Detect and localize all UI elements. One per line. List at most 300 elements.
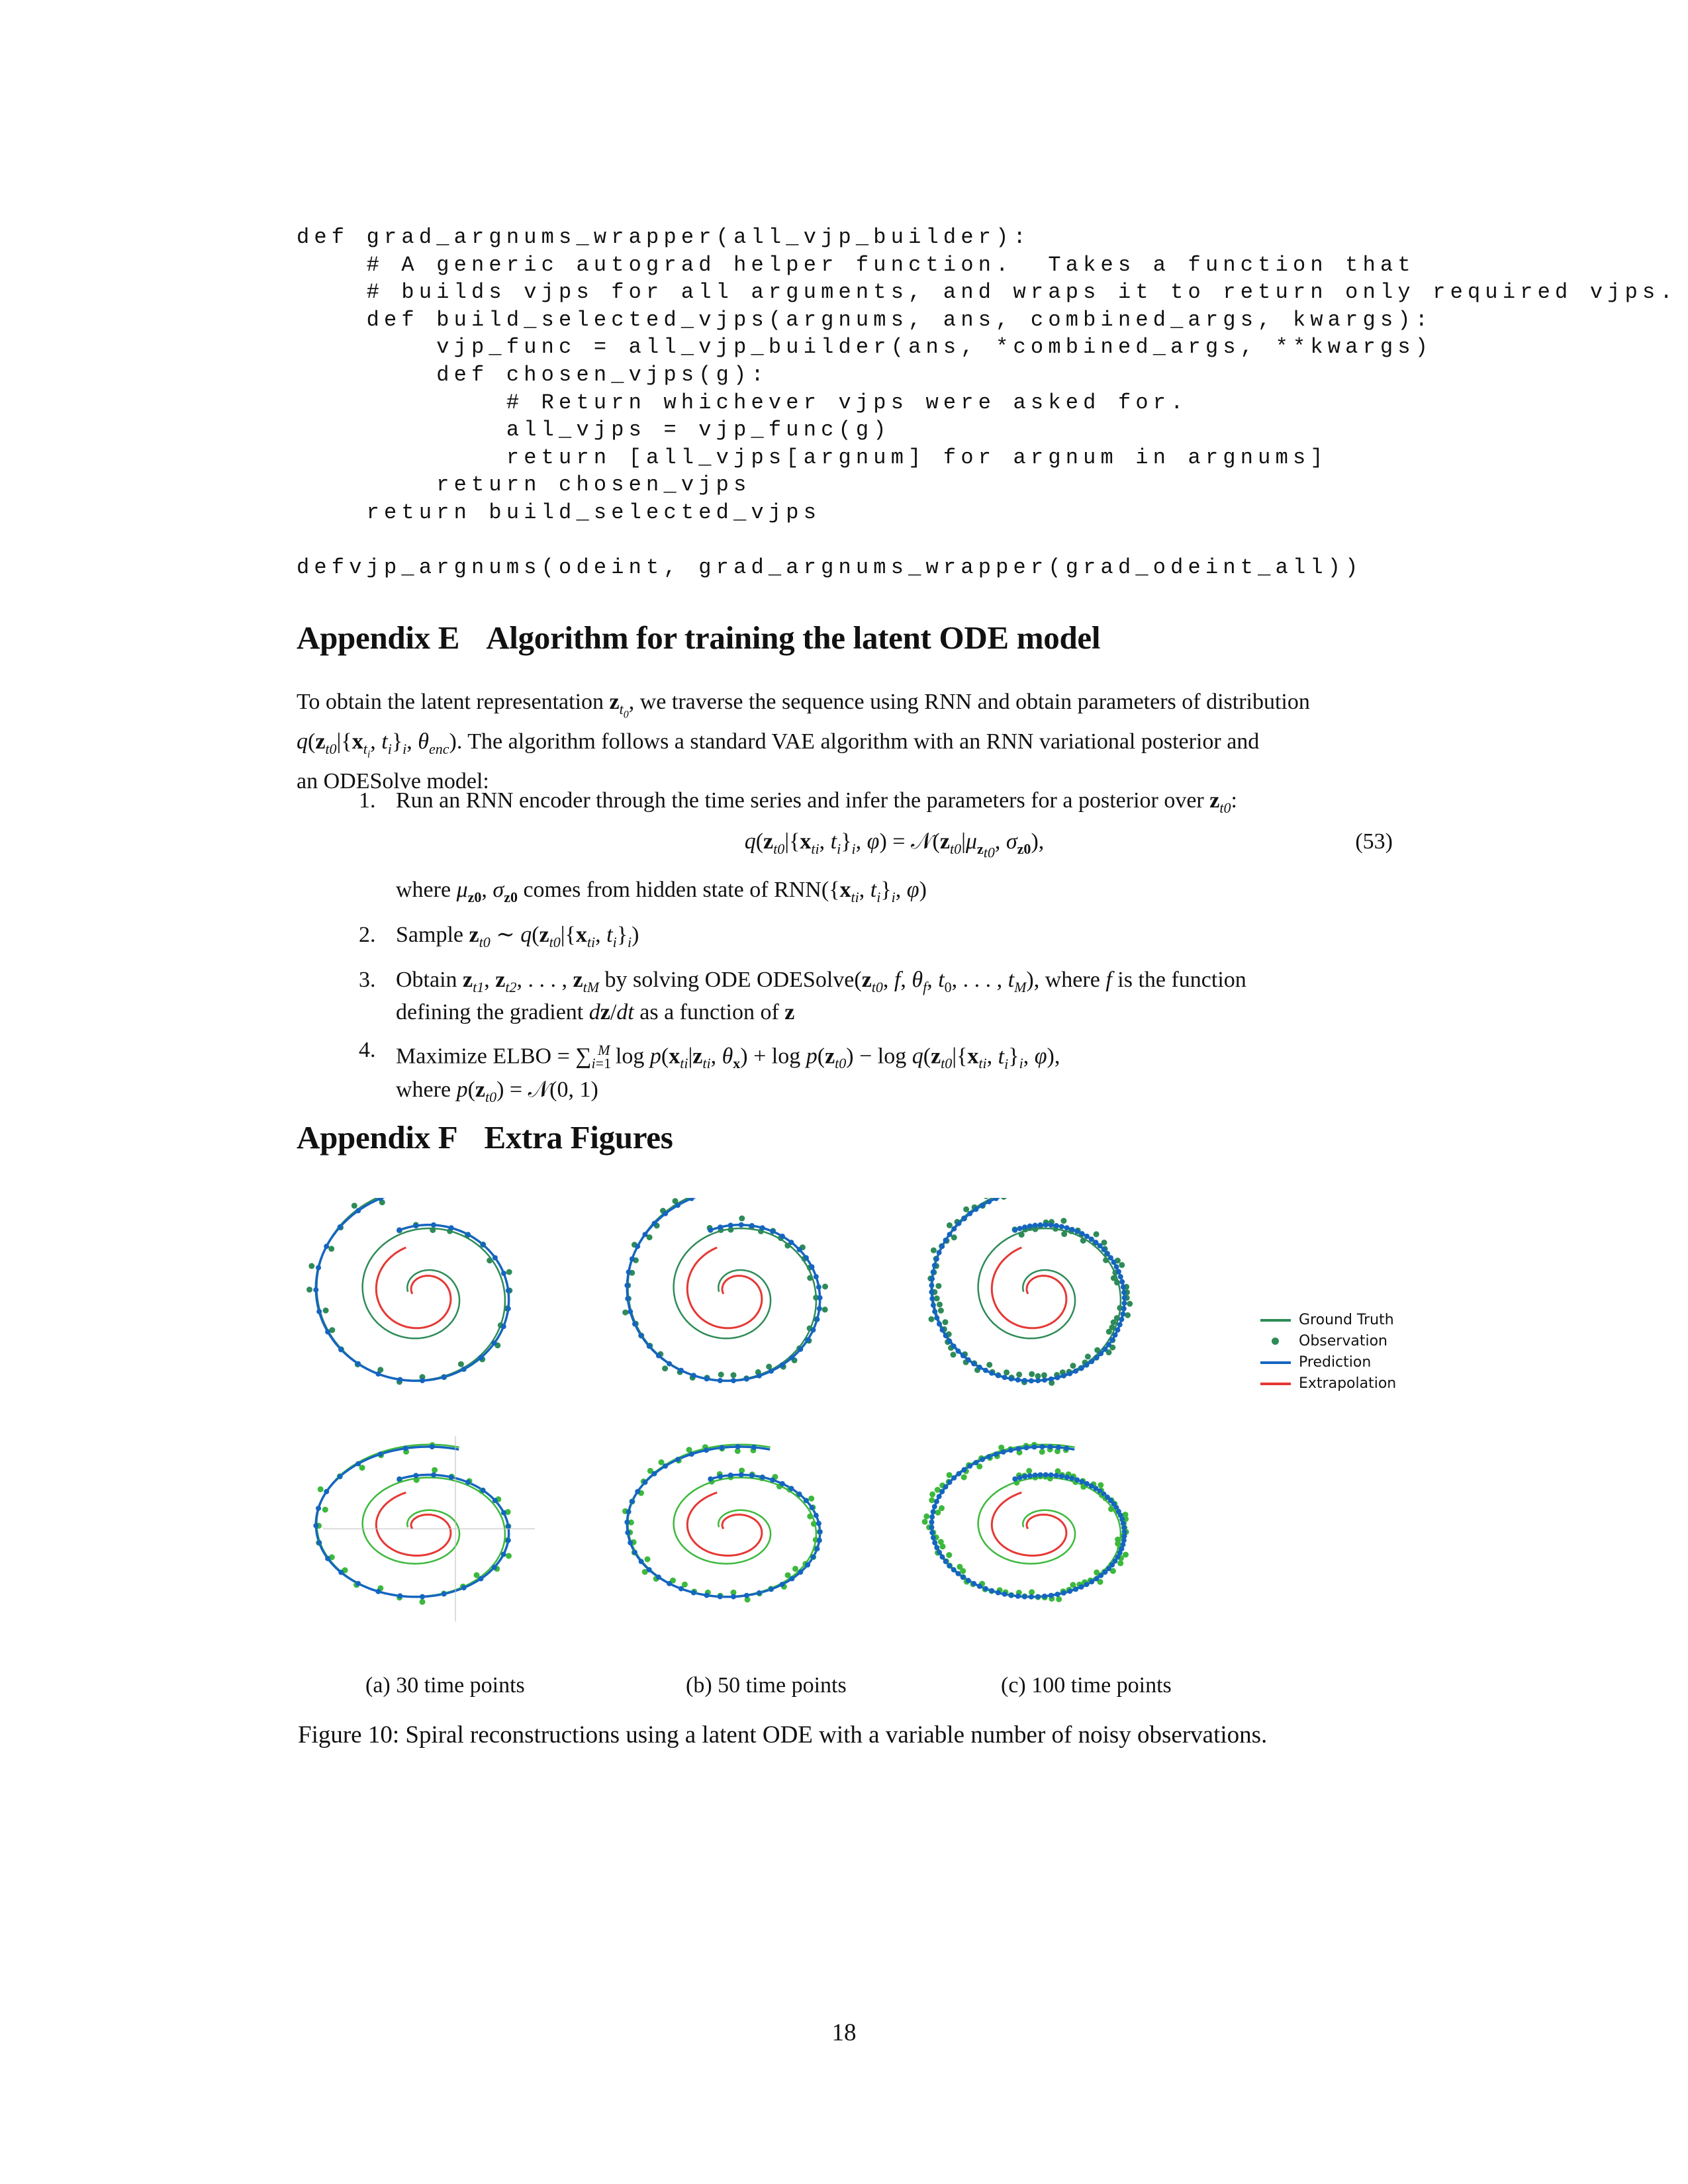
prediction-point xyxy=(797,1247,802,1252)
prediction-point xyxy=(1043,1222,1049,1228)
observation-point xyxy=(1039,1449,1045,1455)
prediction-point xyxy=(943,1559,949,1564)
prediction-point xyxy=(501,1552,506,1557)
observation-point xyxy=(951,1351,957,1357)
observation-point xyxy=(1125,1312,1131,1318)
prediction-point xyxy=(1121,1285,1126,1290)
observation-point xyxy=(961,1475,967,1480)
observation-point xyxy=(807,1514,813,1520)
observation-point xyxy=(420,1599,426,1605)
prediction-point xyxy=(442,1591,447,1596)
observation-point xyxy=(622,1310,628,1316)
code-line: defvjp_argnums(odeint, grad_argnums_wrapper(grad_odeint_all)) xyxy=(297,555,1363,580)
prediction-point xyxy=(1022,1378,1027,1383)
prediction-point xyxy=(818,1295,823,1300)
prediction-point xyxy=(647,1343,652,1349)
prediction-point xyxy=(1022,1594,1027,1600)
observation-point xyxy=(957,1564,962,1570)
observation-point xyxy=(487,1257,492,1263)
prediction-point xyxy=(1070,1227,1075,1232)
prediction-point xyxy=(1056,1445,1061,1450)
prediction-point xyxy=(816,1285,821,1290)
observation-point xyxy=(1111,1320,1117,1326)
observation-point xyxy=(506,1553,512,1559)
step-text: as a function of xyxy=(633,1000,785,1025)
observation-point xyxy=(939,1505,945,1511)
prediction-point xyxy=(316,1540,322,1545)
prediction-point xyxy=(1121,1290,1127,1295)
observation-point xyxy=(1061,1231,1067,1237)
prediction-point xyxy=(663,1211,668,1216)
prediction-point xyxy=(1038,1473,1043,1478)
prediction-point xyxy=(478,1576,483,1581)
prediction-point xyxy=(980,1203,985,1208)
prediction-point xyxy=(1009,1593,1014,1598)
legend-item-extrapolation xyxy=(1260,1373,1396,1394)
prediction-point xyxy=(1067,1371,1072,1377)
code-line: def grad_argnums_wrapper(all_vjp_builder): xyxy=(297,225,1031,250)
prediction-point xyxy=(647,1567,652,1572)
prediction-point xyxy=(691,1373,696,1378)
prediction-point xyxy=(1059,1224,1064,1229)
step-text: where xyxy=(396,877,457,902)
prediction-point xyxy=(929,1283,934,1288)
intro-text: an ODESolve model: xyxy=(297,769,489,794)
observation-point xyxy=(308,1263,314,1269)
prediction-point xyxy=(1114,1264,1119,1269)
prediction-point xyxy=(506,1288,511,1293)
code-line: # Return whichever vjps were asked for. xyxy=(297,390,1188,415)
figure-legend xyxy=(1260,1309,1396,1394)
extrapolation-line xyxy=(687,1248,762,1328)
observation-point xyxy=(807,1275,813,1281)
prediction-point xyxy=(977,1584,982,1589)
prediction-point xyxy=(1111,1259,1117,1265)
prediction-point xyxy=(420,1594,425,1600)
prediction-point xyxy=(718,1474,723,1479)
prediction-point xyxy=(1024,1445,1029,1450)
prediction-point xyxy=(1089,1579,1094,1584)
prediction-point xyxy=(934,1499,939,1504)
prediction-point xyxy=(994,1451,999,1457)
prediction-point xyxy=(643,1480,648,1485)
prediction-point xyxy=(1108,1255,1113,1261)
prediction-point xyxy=(1042,1594,1047,1599)
prediction-point xyxy=(632,1322,637,1327)
prediction-point xyxy=(1119,1279,1125,1285)
extrapolation-line xyxy=(992,1492,1066,1555)
prediction-point xyxy=(679,1368,684,1373)
prediction-point xyxy=(934,1315,939,1320)
prediction-point xyxy=(1120,1312,1125,1317)
prediction-point xyxy=(465,1232,471,1237)
step-text: defining the gradient xyxy=(396,1000,589,1025)
prediction-point xyxy=(1109,1338,1115,1343)
appendix-f-title: Extra Figures xyxy=(484,1119,673,1156)
observation-point xyxy=(822,1306,828,1312)
prediction-point xyxy=(769,1369,774,1374)
prediction-point xyxy=(951,1567,957,1572)
prediction-point xyxy=(461,1585,467,1590)
prediction-point xyxy=(932,1504,937,1510)
prediction-point xyxy=(780,1234,785,1239)
prediction-point xyxy=(355,1208,361,1213)
observation-point xyxy=(1114,1279,1120,1285)
prediction-point xyxy=(1118,1274,1123,1279)
equation-number: (53) xyxy=(1355,829,1393,854)
observation-point xyxy=(739,1216,745,1222)
prediction-point xyxy=(355,1361,361,1367)
prediction-point xyxy=(940,1555,945,1560)
prediction-point xyxy=(739,1472,744,1477)
prediction-point xyxy=(1038,1222,1043,1228)
prediction-point xyxy=(643,1232,648,1237)
appendix-f-number: Appendix F xyxy=(297,1119,458,1156)
prediction-point xyxy=(718,1224,723,1230)
prediction-point xyxy=(731,1378,736,1383)
prediction-point xyxy=(744,1593,749,1598)
prediction-point xyxy=(947,1338,952,1343)
step-text: by solving ODE ODESolve( xyxy=(599,967,862,992)
observation-point xyxy=(1119,1262,1125,1268)
prediction-point xyxy=(492,1255,498,1261)
observation-point xyxy=(318,1486,324,1492)
list-item: 3. Obtain $z_{t1}$, $z_{t2}$, . . . , $z_{tM}$ by solving ODE $ODESolve(z_{t0}$, f, $\theta_f$, $t_0$, . . . , $t_M$), where f is the function defining the gradient dz/dt as a function of z xyxy=(359,967,1246,1025)
prediction-point xyxy=(973,1206,978,1212)
prediction-point xyxy=(947,1480,953,1485)
prediction-point xyxy=(757,1590,762,1596)
appendix-f-heading xyxy=(297,1118,673,1156)
code-line: # builds vjps for all arguments, and wraps it to return only required vjps. xyxy=(297,280,1677,305)
code-line: all_vjps = vjp_func(g) xyxy=(297,418,891,443)
prediction-point xyxy=(943,1333,949,1338)
prediction-point xyxy=(718,1594,723,1600)
prediction-point xyxy=(324,1489,329,1494)
prediction-point xyxy=(492,1340,497,1345)
prediction-point xyxy=(996,1590,1001,1596)
observation-point xyxy=(306,1287,312,1293)
observation-point xyxy=(923,1514,929,1520)
prediction-point xyxy=(728,1473,733,1478)
prediction-point xyxy=(731,1594,736,1600)
prediction-point xyxy=(501,1324,506,1329)
extrapolation-line xyxy=(376,1248,451,1328)
prediction-point xyxy=(1059,1474,1064,1479)
code-line: def chosen_vjps(g): xyxy=(297,362,769,387)
prediction-point xyxy=(378,1451,383,1457)
prediction-point xyxy=(994,1198,999,1201)
prediction-point xyxy=(967,1211,972,1216)
prediction-point xyxy=(718,1378,723,1383)
prediction-point xyxy=(937,1550,942,1555)
prediction-point xyxy=(355,1581,361,1586)
observation-point xyxy=(1127,1301,1133,1307)
prediction-point xyxy=(1022,1474,1027,1479)
prediction-point xyxy=(1049,1222,1054,1228)
prediction-point xyxy=(966,1357,971,1363)
prediction-point xyxy=(708,1228,713,1233)
observation-point xyxy=(1056,1596,1062,1602)
prediction-point xyxy=(929,1276,935,1281)
prediction-point xyxy=(931,1509,936,1514)
subcaption-c: (c) 100 time points xyxy=(1001,1673,1172,1698)
code-listing xyxy=(297,224,1677,582)
intro-text: , we traverse the sequence using RNN and obtain parameters of distribution xyxy=(628,690,1310,714)
observation-point xyxy=(1070,1363,1076,1369)
prediction-point xyxy=(656,1353,661,1358)
legend-item-ground-truth xyxy=(1260,1309,1396,1330)
prediction-point xyxy=(449,1475,454,1480)
prediction-point xyxy=(1080,1479,1085,1484)
prediction-point xyxy=(316,1506,321,1511)
observation-point xyxy=(811,1521,817,1527)
prediction-point xyxy=(929,1530,935,1535)
code-line: vjp_func = all_vjp_builder(ans, *combined_args, **kwargs) xyxy=(297,335,1433,360)
prediction-point xyxy=(817,1306,822,1311)
step-text: Maximize ELBO = xyxy=(396,1044,576,1069)
observation-point xyxy=(938,1539,944,1545)
step-text: where xyxy=(396,1077,457,1102)
prediction-point xyxy=(639,1333,644,1338)
prediction-point xyxy=(431,1222,436,1228)
prediction-point xyxy=(431,1473,436,1478)
prediction-point xyxy=(788,1240,794,1245)
step-text: Obtain xyxy=(396,967,463,992)
prediction-point xyxy=(628,1309,633,1314)
prediction-point xyxy=(1001,1449,1006,1455)
prediction-point xyxy=(797,1492,802,1497)
prediction-point xyxy=(957,1221,962,1226)
observation-point xyxy=(1094,1231,1100,1237)
page-number: 18 xyxy=(831,2019,857,2046)
extrapolation-line xyxy=(687,1492,762,1555)
prediction-point xyxy=(624,1520,630,1525)
extrapolation-line xyxy=(376,1492,451,1555)
prediction-point xyxy=(1102,1347,1107,1352)
step-number: 1. xyxy=(359,788,376,813)
code-line: # A generic autograd helper function. Takes a function that xyxy=(297,252,1415,277)
prediction-point xyxy=(1079,1584,1084,1590)
prediction-point xyxy=(939,1489,945,1494)
prediction-point xyxy=(663,1463,668,1469)
prediction-point xyxy=(413,1223,418,1228)
prediction-point xyxy=(481,1242,486,1248)
prediction-point xyxy=(1084,1582,1090,1587)
prediction-point xyxy=(1015,1377,1021,1383)
prediction-point xyxy=(961,1353,966,1358)
prediction-point xyxy=(506,1524,511,1529)
observation-point xyxy=(943,1319,949,1325)
prediction-point xyxy=(501,1271,506,1276)
algorithm-steps xyxy=(359,788,1393,1121)
prediction-point xyxy=(652,1221,657,1226)
prediction-point xyxy=(780,1582,785,1587)
prediction-point xyxy=(1113,1332,1118,1338)
prediction-point xyxy=(639,1559,644,1564)
prediction-point xyxy=(325,1329,330,1334)
prediction-point xyxy=(934,1256,939,1261)
prediction-point xyxy=(689,1198,694,1201)
prediction-point xyxy=(810,1264,815,1269)
prediction-point xyxy=(635,1489,640,1494)
prediction-point xyxy=(780,1363,785,1368)
prediction-point xyxy=(1032,1444,1037,1449)
observation-point xyxy=(935,1283,941,1289)
code-line: def build_selected_vjps(argnums, ans, combined_args, kwargs): xyxy=(297,307,1433,332)
prediction-point xyxy=(735,1444,741,1449)
prediction-point xyxy=(951,1475,957,1480)
subcaption-a: (a) 30 time points xyxy=(365,1673,525,1698)
prediction-point xyxy=(962,1467,967,1473)
extrapolation-line xyxy=(992,1248,1066,1328)
prediction-point xyxy=(1055,1592,1060,1597)
equation-53: $q(z_{t0}|\{x_{ti}$, $t_i\}_i$, $\varphi) = 𝒩(z_{t0}|\mu_{z_{t0}}$, $\sigma_{z0}$), (53) xyxy=(744,829,1393,860)
observation-point xyxy=(645,1557,651,1563)
appendix-e-intro: To obtain the latent representation $z_{t_0}$, we traverse the sequence using RNN and obtain parameters of distribution $q(z_{t0}|\{x_{t_i}$, $t_i\}_i$, $\theta_{enc}$). The algorithm follows a standard VAE algorithm with an RNN variational posterior and an ODESolve model: xyxy=(297,690,1310,794)
prediction-point xyxy=(814,1513,819,1518)
prediction-point xyxy=(996,1373,1001,1378)
list-item: 4. Maximize ELBO = $\sum_{i=1}^M$ $\log p(x_{ti}|z_{ti}$, $\theta_x) + \log p(z_{t0}) - \log q(z_{t0}|\{x_{ti}$, $t_i\}_i$, φ), where $p(z_{t0})$ = 𝒩(0, 1) xyxy=(359,1038,1060,1105)
appendix-e-title: Algorithm for training the latent ODE model xyxy=(486,619,1101,656)
list-item: 1. Run an RNN encoder through the time series and infer the parameters for a posterior over $z_{t0}$: $q(z_{t0}|\{x_{ti}$, $t_i\}_i$, $\varphi) = 𝒩(z_{t0}|\mu_{z_{t0}}$, $\sigma_{z0}$), (53) where $\mu_{z0}$, $\sigma_{z0}$ comes from hidden state of $RNN(\{x_{ti}$, $t_i\}_i$, φ) xyxy=(359,788,1393,905)
intro-text: . The algorithm follows a standard VAE algorithm with an RNN variational posterior and xyxy=(456,729,1260,754)
observation-point xyxy=(718,1372,724,1378)
prediction-point xyxy=(789,1355,794,1360)
prediction-point xyxy=(430,1444,435,1449)
prediction-point xyxy=(442,1375,447,1380)
prediction-point xyxy=(770,1229,775,1234)
prediction-point xyxy=(375,1371,381,1377)
spiral-panels xyxy=(297,1198,1422,1674)
spiral-figure xyxy=(297,1198,1422,1707)
observation-point xyxy=(1108,1506,1114,1512)
prediction-point xyxy=(977,1365,982,1370)
prediction-point xyxy=(449,1225,454,1230)
prediction-point xyxy=(635,1244,640,1249)
prediction-point xyxy=(625,1530,630,1535)
prediction-point xyxy=(1008,1447,1013,1453)
prediction-point xyxy=(1094,1355,1099,1360)
prediction-point xyxy=(966,1578,971,1583)
step-text: ), where xyxy=(1026,967,1106,992)
observation-point xyxy=(983,1198,989,1199)
prediction-point xyxy=(1043,1472,1049,1477)
prediction-point xyxy=(1016,1446,1021,1451)
prediction-point xyxy=(1029,1378,1034,1383)
prediction-point xyxy=(338,1570,344,1575)
prediction-point xyxy=(931,1302,936,1308)
observation-point xyxy=(792,1566,798,1572)
prediction-point xyxy=(728,1223,733,1228)
prediction-point xyxy=(939,1244,945,1249)
prediction-point xyxy=(1061,1590,1066,1596)
prediction-point xyxy=(961,1574,966,1580)
observation-point xyxy=(458,1361,464,1367)
prediction-point xyxy=(798,1347,803,1352)
prediction-point xyxy=(989,1371,994,1376)
prediction-point xyxy=(1115,1328,1120,1333)
subcaption-b: (b) 50 time points xyxy=(686,1673,847,1698)
prediction-point xyxy=(956,1571,961,1576)
prediction-point xyxy=(313,1523,318,1528)
prediction-point xyxy=(625,1296,630,1301)
prediction-point xyxy=(1002,1592,1008,1597)
observation-point xyxy=(731,1372,737,1378)
prediction-point xyxy=(501,1510,506,1516)
observation-point xyxy=(1026,1468,1032,1474)
prediction-point xyxy=(1105,1251,1110,1256)
prediction-point xyxy=(932,1540,937,1545)
prediction-point xyxy=(1027,1224,1033,1229)
prediction-point xyxy=(943,1484,949,1490)
prediction-point xyxy=(983,1586,988,1592)
prediction-point xyxy=(971,1581,976,1586)
prediction-point xyxy=(1049,1593,1054,1598)
observation-point xyxy=(322,1507,328,1513)
prediction-point xyxy=(973,1460,978,1465)
prediction-point xyxy=(1119,1317,1124,1322)
prediction-point xyxy=(630,1499,635,1504)
prediction-point xyxy=(492,1498,498,1503)
code-line: return build_selected_vjps xyxy=(297,500,821,525)
observation-point xyxy=(937,1302,943,1308)
step-number: 2. xyxy=(359,922,376,947)
prediction-point xyxy=(1073,1369,1078,1374)
prediction-point xyxy=(506,1538,511,1543)
prediction-point xyxy=(492,1565,497,1570)
observation-point xyxy=(986,1362,992,1368)
prediction-point xyxy=(675,1203,680,1208)
prediction-point xyxy=(971,1361,976,1367)
step-text: Sample xyxy=(396,922,469,947)
prediction-point xyxy=(1122,1295,1127,1300)
legend-label: Extrapolation xyxy=(1299,1375,1397,1392)
prediction-point xyxy=(691,1590,696,1596)
prediction-point xyxy=(931,1535,936,1540)
appendix-e-number: Appendix E xyxy=(297,619,460,656)
prediction-point xyxy=(810,1505,815,1510)
observation-point xyxy=(1004,1369,1009,1375)
prediction-point xyxy=(817,1538,822,1543)
prediction-point xyxy=(1080,1231,1085,1236)
prediction-point xyxy=(375,1589,381,1594)
prediction-point xyxy=(951,1343,957,1349)
prediction-point xyxy=(805,1338,810,1343)
prediction-point xyxy=(1121,1306,1127,1311)
prediction-point xyxy=(788,1486,794,1491)
prediction-point xyxy=(656,1574,661,1580)
prediction-point xyxy=(980,1457,985,1462)
prediction-point xyxy=(1035,1378,1041,1383)
step-text: is the function xyxy=(1111,967,1246,992)
observation-point xyxy=(822,1284,828,1290)
prediction-point xyxy=(316,1265,321,1271)
prediction-point xyxy=(1067,1588,1072,1594)
prediction-point xyxy=(1061,1373,1066,1379)
prediction-point xyxy=(749,1473,755,1478)
prediction-point xyxy=(1098,1573,1103,1578)
prediction-point xyxy=(814,1317,820,1322)
prediction-point xyxy=(1049,1377,1054,1382)
prediction-point xyxy=(626,1509,632,1514)
observation-point xyxy=(947,1472,953,1478)
observation-point xyxy=(1080,1238,1086,1244)
prediction-point xyxy=(814,1274,819,1279)
prediction-point xyxy=(338,1347,344,1352)
prediction-point xyxy=(413,1473,418,1479)
prediction-point xyxy=(1098,1243,1103,1248)
step-text: Run an RNN encoder through the time series and infer the parameters for a posterior over xyxy=(396,788,1210,813)
